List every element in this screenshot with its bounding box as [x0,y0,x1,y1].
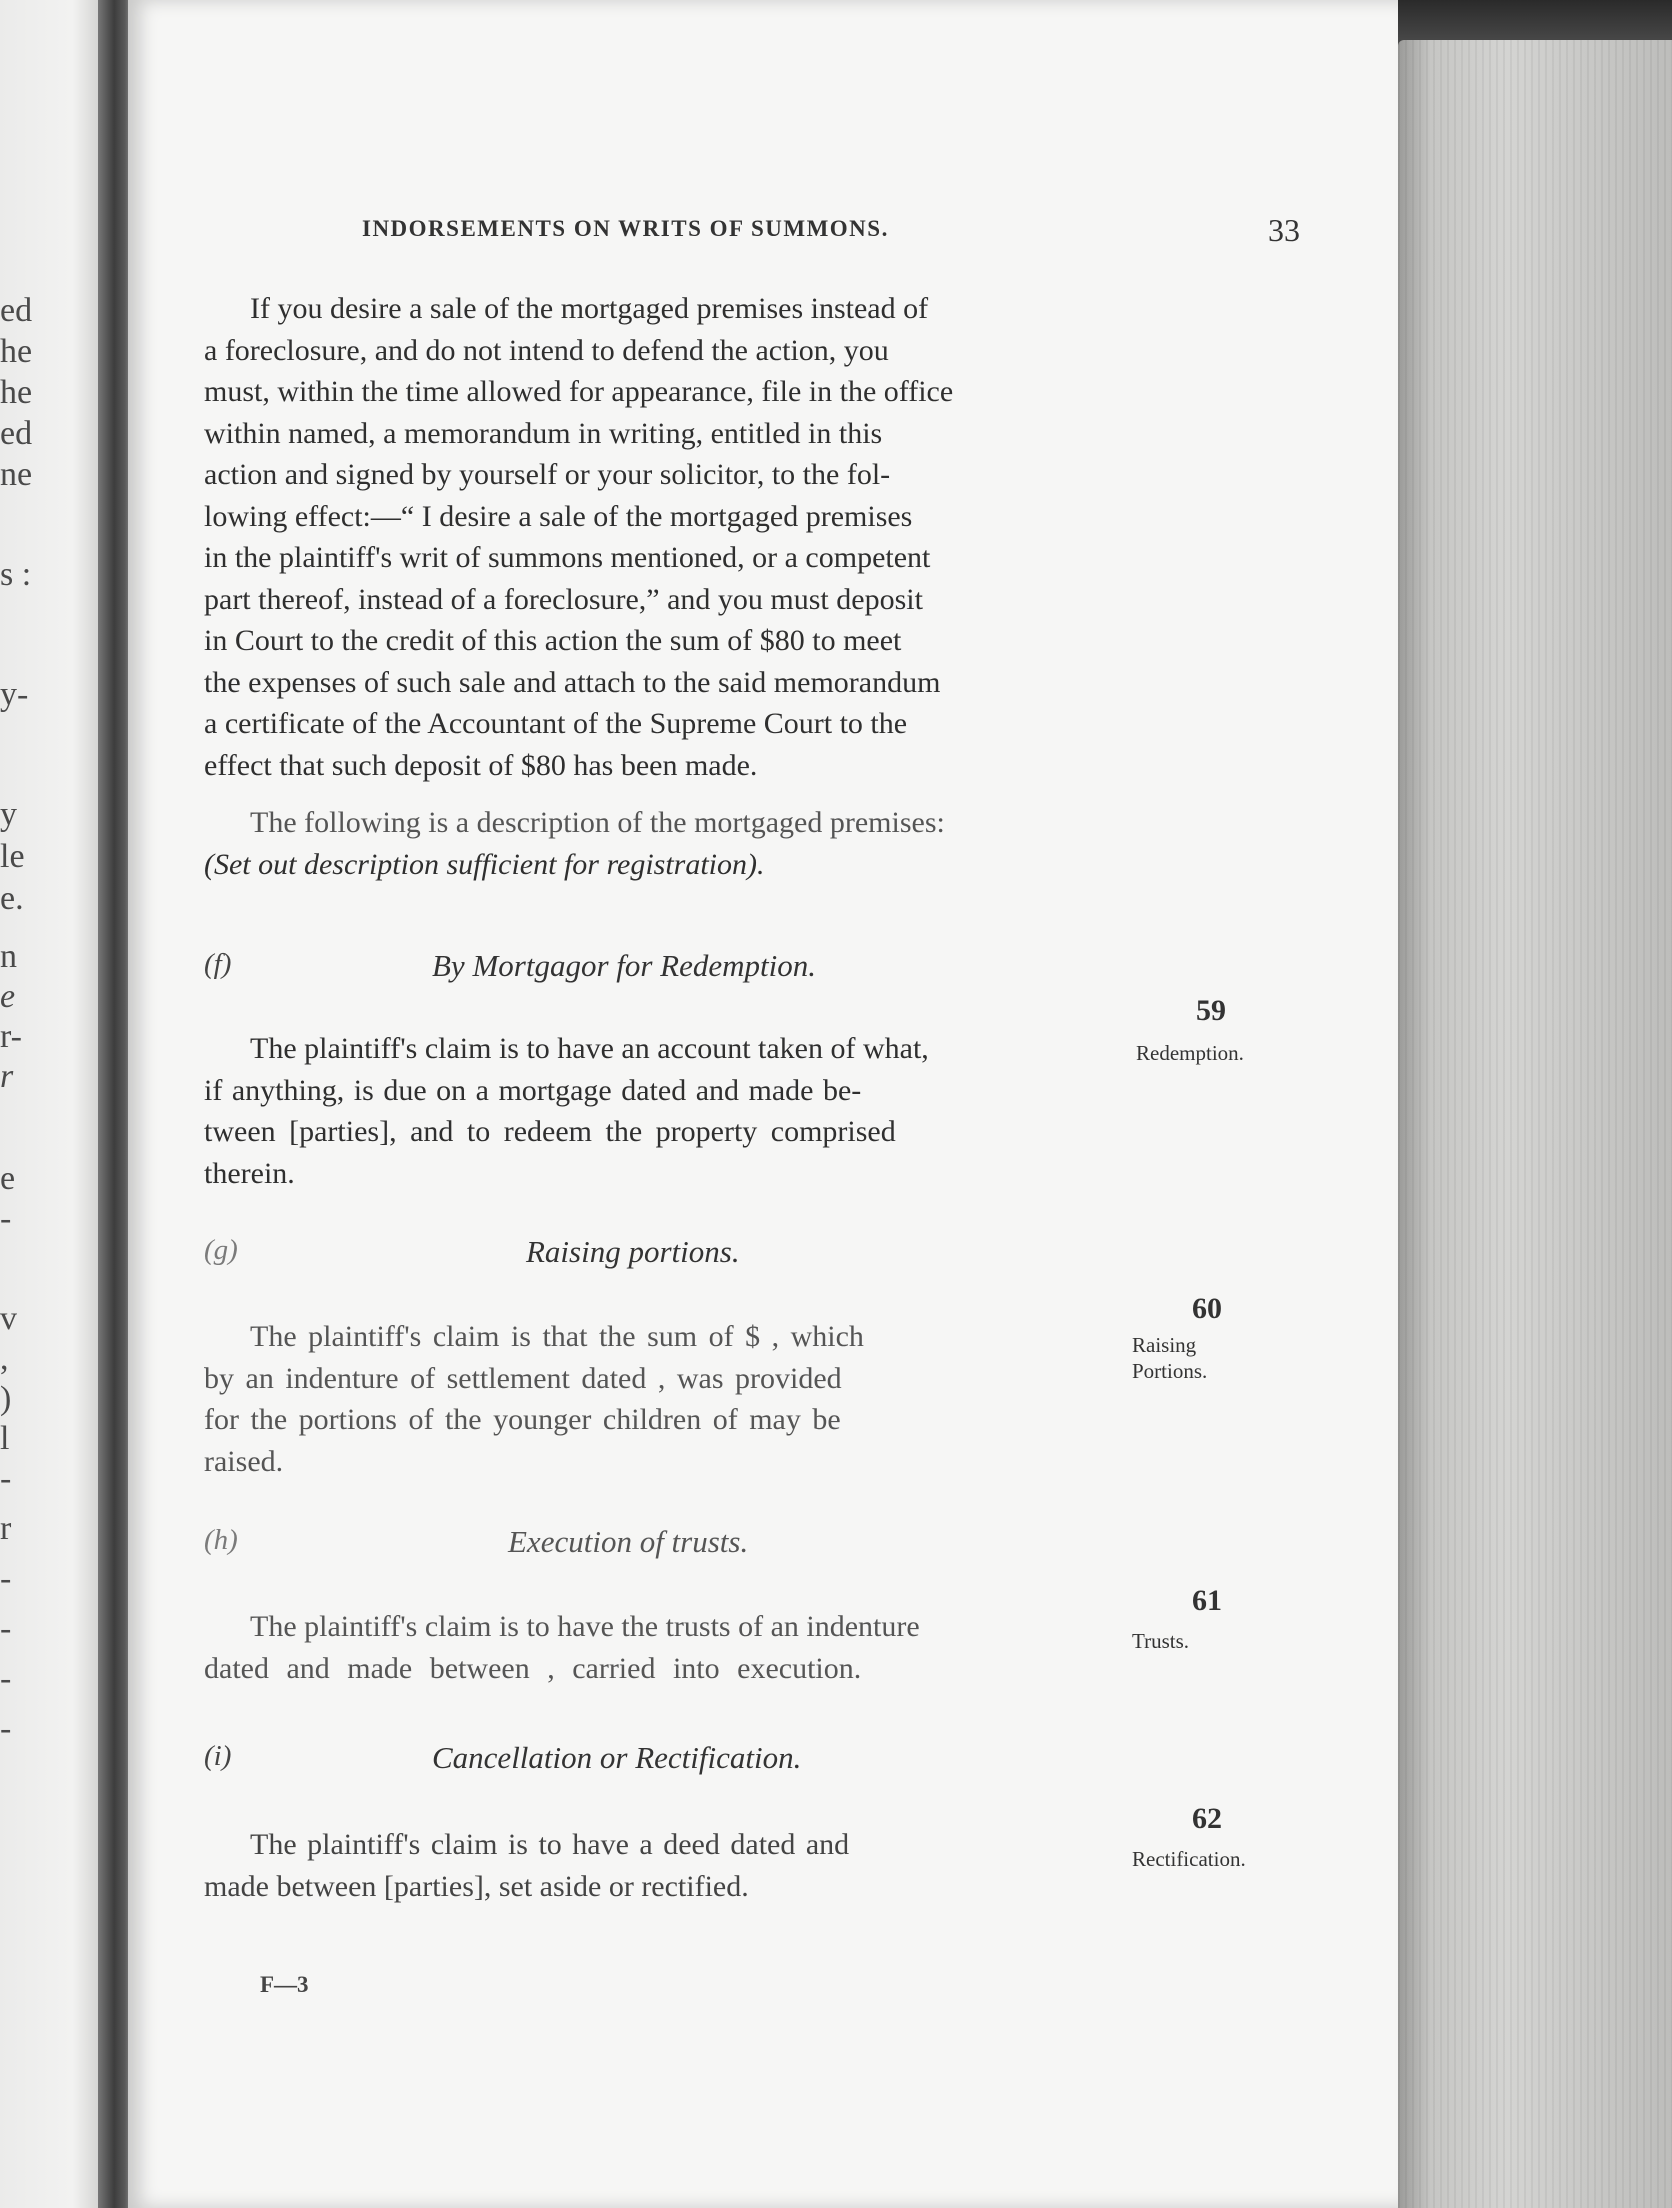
section-title: Cancellation or Rectification. [432,1740,802,1775]
section-text [204,1824,1126,1907]
text-line: (Set out description sufficient for registration). [204,847,765,881]
description-paragraph [204,802,1126,885]
facing-text: v [0,1300,17,1337]
section-text [204,1028,1126,1194]
text-line: dated and made between , carried into execution. [204,1651,862,1685]
facing-text: he [0,333,33,370]
form-number: 62 [1192,1802,1222,1835]
text-line: The plaintiff's claim is to have a deed dated and [250,1828,850,1861]
margin-note [1132,1332,1207,1384]
text-line: the expenses of such sale and attach to the said memorandum [204,665,941,699]
section-letter: (f) [204,948,232,980]
text-line: if anything, is due on a mortgage dated and made be- [204,1073,862,1107]
text-line: for the portions of the younger children of may be [204,1403,841,1436]
facing-text: y- [0,676,29,713]
text-line: within named, a memorandum in writing, entitled in this [204,416,883,450]
section-title: Raising portions. [526,1234,740,1269]
facing-page-fragment [0,0,104,2208]
facing-text: r [0,1510,12,1547]
facing-text: ed [0,415,33,452]
facing-text: ed [0,292,33,329]
facing-text: l [0,1420,10,1457]
facing-text: - [0,1560,12,1597]
section-text [204,1606,1126,1689]
facing-text: e. [0,880,24,917]
margin-note-line: Raising [1132,1333,1197,1357]
text-line: by an indenture of settlement dated , was provided [204,1361,842,1395]
section-letter: (i) [204,1740,232,1772]
facing-text: e [0,978,16,1015]
text-line: must, within the time allowed for appearance, file in the office [204,375,954,408]
facing-text: - [0,1710,12,1747]
text-line: therein. [204,1156,295,1190]
facing-text: ne [0,456,33,493]
facing-text: - [0,1660,12,1697]
form-number: 60 [1192,1292,1222,1325]
margin-note: Trusts. [1132,1629,1190,1653]
text-line: lowing effect:—“ I desire a sale of the mortgaged premises [204,499,913,533]
facing-text: n [0,938,17,975]
text-line: The plaintiff's claim is that the sum of $ , which [250,1320,864,1353]
facing-text: - [0,1610,12,1647]
facing-text: he [0,374,33,411]
text-line: The plaintiff's claim is to have an account taken of what, [250,1032,929,1065]
margin-note-line: Portions. [1132,1359,1208,1383]
signature-mark: F—3 [260,1972,309,1997]
text-line: tween [parties], and to redeem the property comprised [204,1115,896,1148]
form-number: 61 [1192,1584,1222,1617]
facing-text: r [0,1058,14,1095]
facing-text: r- [0,1018,22,1055]
facing-text: - [0,1200,12,1237]
text-line: action and signed by yourself or your solicitor, to the fol- [204,458,891,491]
running-head: INDORSEMENTS ON WRITS OF SUMMONS. [362,216,889,241]
text-line: in the plaintiff's writ of summons mentioned, or a competent [204,541,931,574]
margin-note: Rectification. [1132,1847,1246,1871]
section-letter: (g) [204,1234,238,1266]
facing-text: s : [0,556,32,593]
page-edges [1398,40,1672,2208]
margin-note: Redemption. [1136,1041,1244,1065]
section-title: Execution of trusts. [508,1524,749,1559]
text-line: raised. [204,1444,284,1478]
section-title: By Mortgagor for Redemption. [432,948,817,983]
text-line: part thereof, instead of a foreclosure,” and you must deposit [204,582,923,616]
text-line: in Court to the credit of this action the sum of $80 to meet [204,624,902,657]
facing-text: - [0,1460,12,1497]
text-line: The plaintiff's claim is to have the trusts of an indenture [250,1610,920,1643]
facing-text: y [0,796,17,833]
text-line: effect that such deposit of $80 has been made. [204,748,758,782]
text-line: a foreclosure, and do not intend to defend the action, you [204,333,889,367]
text-line: The following is a description of the mortgaged premises: [250,806,945,839]
intro-paragraph [204,288,1126,786]
facing-text: le [0,838,25,875]
facing-text: e [0,1160,16,1197]
section-text [204,1316,1126,1482]
text-line: a certificate of the Accountant of the Supreme Court to the [204,707,908,740]
text-line: If you desire a sale of the mortgaged premises instead of [250,292,929,325]
facing-text: , [0,1340,9,1377]
facing-text: ) [0,1380,12,1417]
section-letter: (h) [204,1524,238,1556]
text-line: made between [parties], set aside or rectified. [204,1869,749,1903]
page-number: 33 [1268,212,1300,248]
form-number: 59 [1196,994,1226,1027]
